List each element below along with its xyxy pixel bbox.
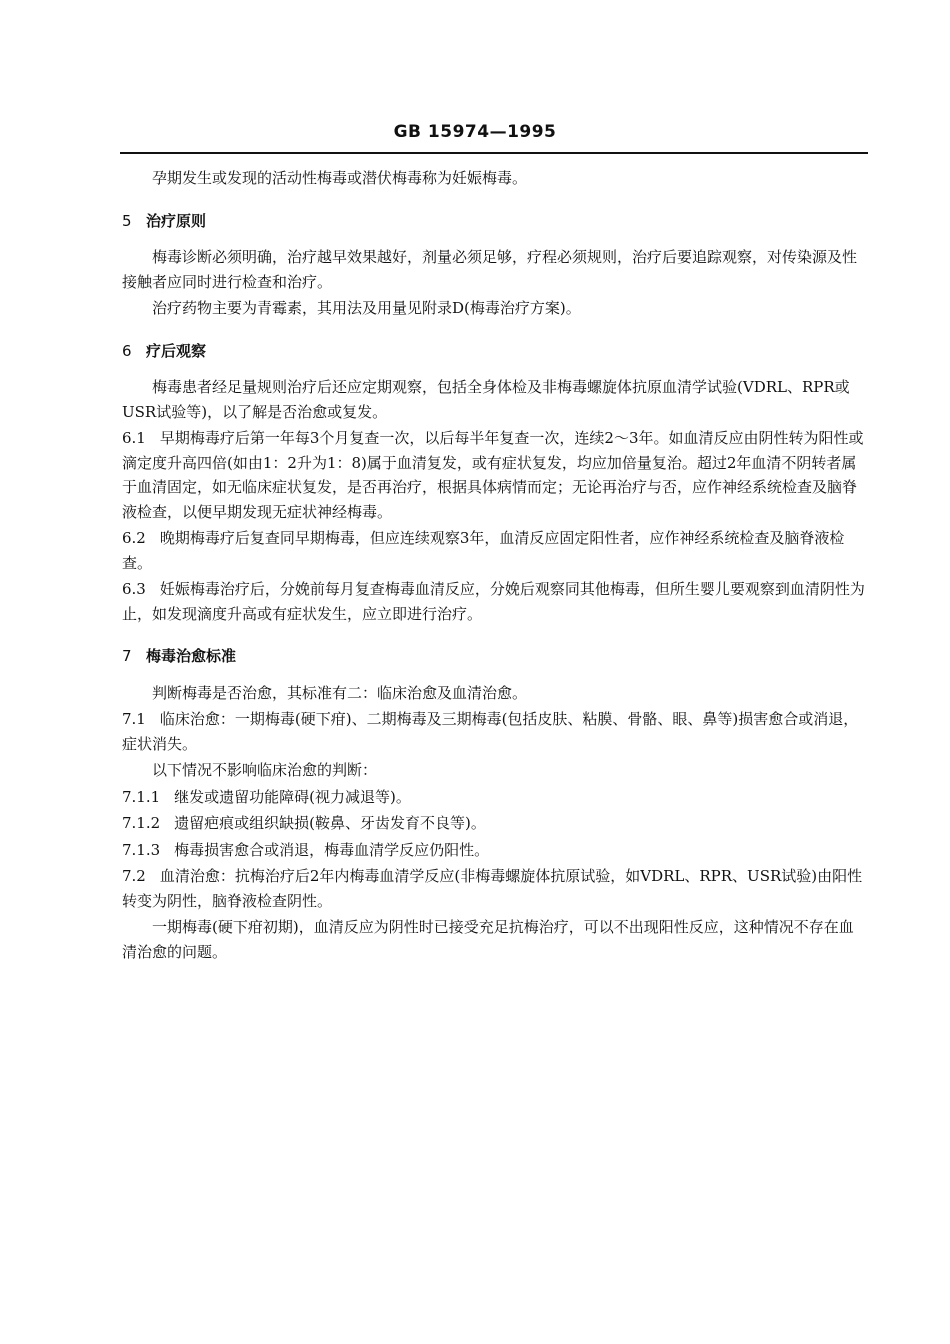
paragraph: 孕期发生或发现的活动性梅毒或潜伏梅毒称为妊娠梅毒。 [152, 169, 528, 187]
clause-text: 临床治愈：一期梅毒(硬下疳)、二期梅毒及三期梅毒(包括皮肤、粘膜、骨骼、眼、鼻等)损害愈合或消退，症状消失。 [122, 710, 859, 753]
standard-number: GB 15974—1995 [393, 122, 557, 142]
section-heading [122, 644, 867, 669]
paragraph: 治疗药物主要为青霉素，其用法及用量见附录D(梅毒治疗方案)。 [152, 299, 581, 317]
paragraph: 梅毒诊断必须明确，治疗越早效果越好，剂量必须足够，疗程必须规则，治疗后要追踪观察，对传染源及性接触者应同时进行检查和治疗。 [122, 248, 858, 291]
section-number: 5 [122, 211, 132, 230]
clause-text: 梅毒损害愈合或消退，梅毒血清学反应仍阳性。 [174, 840, 490, 859]
clause-text: 妊娠梅毒治疗后，分娩前每月复查梅毒血清反应，分娩后观察同其他梅毒，但所生婴儿要观察到血清阴性为止，如发现滴度升高或有症状发生，应立即进行治疗。 [122, 580, 865, 623]
clause-number: 7.1.1 [122, 787, 161, 806]
section-title: 疗后观察 [146, 341, 207, 360]
clause-text: 晚期梅毒疗后复查同早期梅毒，但应连续观察3年，血清反应固定阳性者，应作神经系统检查及脑脊液检查。 [122, 529, 845, 572]
section-number: 6 [122, 341, 132, 360]
clause-item [122, 811, 867, 836]
clause-number: 7.2 [122, 867, 146, 885]
clause-item [122, 785, 867, 810]
clause-text: 继发或遗留功能障碍(视力减退等)。 [174, 787, 411, 806]
clause-item [122, 426, 867, 524]
clause-number: 7.1.2 [122, 814, 161, 832]
clause-number: 7.1 [122, 710, 146, 728]
document-header [0, 122, 950, 142]
clause-item [122, 577, 867, 626]
clause-text: 血清治愈：抗梅治疗后2年内梅毒血清学反应(非梅毒螺旋体抗原试验，如VDRL、RPR、USR试验)由阳性转变为阴性，脑脊液检查阴性。 [122, 867, 863, 910]
clause-text: 遗留疤痕或组织缺损(鞍鼻、牙齿发育不良等)。 [174, 814, 486, 832]
clause-item [122, 526, 867, 575]
document-body [122, 166, 867, 966]
section-title: 治疗原则 [146, 211, 207, 230]
section-title: 梅毒治愈标准 [146, 647, 237, 665]
clause-number: 6.2 [122, 529, 146, 547]
clause-number: 7.1.3 [122, 840, 161, 859]
paragraph: 以下情况不影响临床治愈的判断： [152, 761, 378, 779]
clause-item [122, 707, 867, 756]
paragraph: 判断梅毒是否治愈，其标准有二：临床治愈及血清治愈。 [152, 683, 528, 702]
clause-number: 6.1 [122, 429, 146, 447]
clause-item [122, 864, 867, 913]
clause-text: 早期梅毒疗后第一年每3个月复查一次，以后每半年复查一次，连续2～3年。如血清反应由阴性转为阳性或滴定度升高四倍(如由1：2升为1：8)属于血清复发，或有症状复发，均应加倍量复治。超过2年血清不阴转者属于血清固定，如无临床症状复发，是否再治疗，根据具体病情而定；无论再治疗与否，应作神经系统检查及脑脊液检查，以便早期发现无症状神经梅毒。 [122, 429, 864, 521]
paragraph: 一期梅毒(硬下疳初期)，血清反应为阴性时已接受充足抗梅治疗，可以不出现阳性反应，这种情况不存在血清治愈的问题。 [122, 918, 854, 961]
section-heading [122, 339, 867, 364]
clause-number: 6.3 [122, 580, 146, 598]
clause-item [122, 838, 867, 863]
header-rule [120, 152, 868, 154]
section-number: 7 [122, 647, 132, 665]
section-heading [122, 209, 867, 234]
paragraph: 梅毒患者经足量规则治疗后还应定期观察，包括全身体检及非梅毒螺旋体抗原血清学试验(VDRL、RPR或USR试验等)，以了解是否治愈或复发。 [122, 378, 850, 421]
